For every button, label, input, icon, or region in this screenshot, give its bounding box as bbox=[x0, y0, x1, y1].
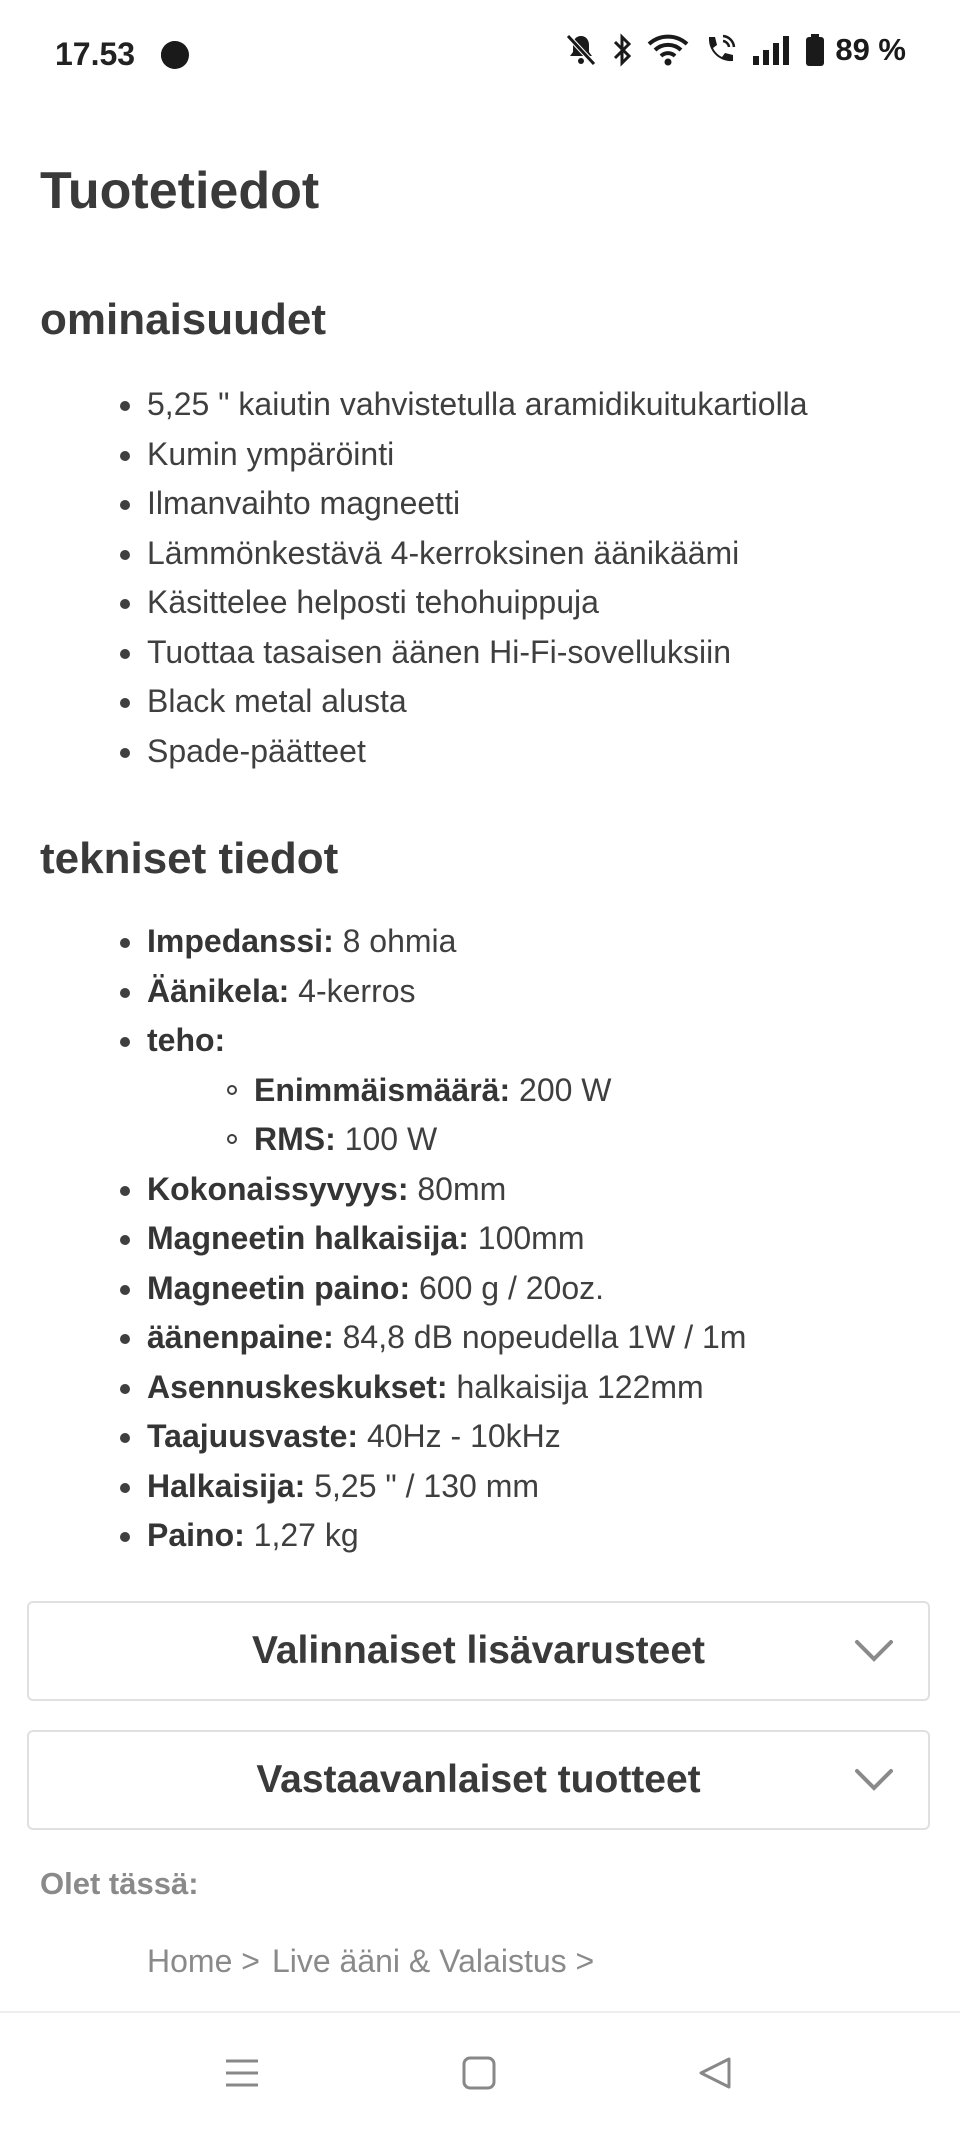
bluetooth-icon bbox=[611, 33, 633, 67]
spec-key: RMS: bbox=[254, 1121, 336, 1157]
status-bar bbox=[0, 0, 960, 110]
spec-key: Magneetin paino: bbox=[147, 1269, 411, 1306]
spec-magnet-weight bbox=[147, 1264, 746, 1314]
power-sublist bbox=[147, 1066, 746, 1165]
list-item: Black metal alusta bbox=[147, 677, 808, 727]
spec-power-rms bbox=[254, 1115, 746, 1165]
spec-key: Kokonaissyvyys: bbox=[147, 1170, 409, 1207]
spec-value: 84,8 dB nopeudella 1W / 1m bbox=[333, 1319, 747, 1355]
spec-key: Asennuskeskukset: bbox=[147, 1368, 448, 1405]
list-item: Ilmanvaihto magneetti bbox=[147, 479, 808, 529]
accordion-label: Vastaavanlaiset tuotteet bbox=[256, 1758, 701, 1801]
list-item: Käsittelee helposti tehohuippuja bbox=[147, 578, 808, 628]
breadcrumb-category-link[interactable]: Live ääni & Valaistus > bbox=[271, 1943, 595, 1979]
spec-value: halkaisija 122mm bbox=[447, 1368, 704, 1405]
spec-value: 1,27 kg bbox=[244, 1517, 359, 1553]
list-item: Kumin ympäröinti bbox=[147, 430, 808, 480]
spec-frequency bbox=[147, 1412, 746, 1462]
spec-value: 600 g / 20oz. bbox=[410, 1269, 605, 1306]
recents-icon[interactable] bbox=[224, 2055, 260, 2091]
system-nav-bar bbox=[0, 2013, 960, 2133]
spec-key: Impedanssi: bbox=[147, 923, 334, 959]
status-time: 17.53 bbox=[55, 36, 136, 72]
spec-key: Taajuusvaste: bbox=[147, 1418, 359, 1454]
similar-products-accordion[interactable] bbox=[27, 1730, 930, 1830]
spec-key: Enimmäismäärä: bbox=[254, 1071, 511, 1108]
spec-value: 80mm bbox=[408, 1170, 507, 1207]
list-item: 5,25 " kaiutin vahvistetulla aramidikuitukartiolla bbox=[147, 380, 808, 430]
spec-key: äänenpaine: bbox=[147, 1319, 334, 1355]
spec-impedance bbox=[147, 917, 746, 967]
spec-key: Halkaisija: bbox=[147, 1467, 306, 1504]
spec-weight bbox=[147, 1511, 746, 1561]
chevron-down-icon bbox=[854, 1768, 894, 1792]
back-icon[interactable] bbox=[697, 2055, 733, 2091]
home-icon[interactable] bbox=[461, 2055, 497, 2091]
product-details bbox=[40, 160, 920, 1553]
spec-power-max bbox=[254, 1066, 746, 1116]
page-title: Tuotetiedot bbox=[40, 162, 320, 220]
specs-title: tekniset tiedot bbox=[40, 834, 339, 883]
spec-magnet-diameter bbox=[147, 1214, 746, 1264]
breadcrumb-home-link[interactable]: Home > bbox=[147, 1943, 260, 1979]
spec-diameter bbox=[147, 1462, 746, 1512]
spec-power bbox=[147, 1016, 746, 1165]
spec-spl bbox=[147, 1313, 746, 1363]
spec-mounting bbox=[147, 1363, 746, 1413]
spec-key: teho: bbox=[147, 1022, 226, 1058]
spec-key: Paino: bbox=[147, 1517, 245, 1553]
features-list bbox=[40, 380, 808, 776]
spec-depth bbox=[147, 1165, 746, 1215]
battery-level: 89 % bbox=[835, 32, 906, 67]
list-item: Tuottaa tasaisen äänen Hi-Fi-sovelluksiin bbox=[147, 628, 808, 678]
spec-value: 100mm bbox=[468, 1220, 585, 1256]
list-item: Spade-päätteet bbox=[147, 727, 808, 777]
spec-value: 100 W bbox=[335, 1121, 438, 1157]
specs-list bbox=[40, 917, 746, 1561]
list-item: Lämmönkestävä 4-kerroksinen äänikäämi bbox=[147, 529, 808, 579]
breadcrumb bbox=[147, 1943, 594, 1980]
wifi-call-icon bbox=[703, 33, 737, 67]
spec-value: 40Hz - 10kHz bbox=[358, 1418, 561, 1454]
status-icons bbox=[565, 32, 906, 68]
spec-voice-coil bbox=[147, 967, 746, 1017]
spec-key: Äänikela: bbox=[147, 972, 290, 1009]
spec-value: 4-kerros bbox=[289, 972, 416, 1009]
accordion-label: Valinnaiset lisävarusteet bbox=[251, 1629, 706, 1672]
spec-value: 8 ohmia bbox=[333, 923, 457, 959]
spec-key: Magneetin halkaisija: bbox=[147, 1220, 469, 1256]
battery-icon bbox=[805, 33, 825, 67]
spec-value: 5,25 " / 130 mm bbox=[305, 1467, 539, 1504]
media-status-icon bbox=[161, 41, 189, 69]
wifi-icon bbox=[647, 34, 689, 66]
breadcrumb-label: Olet tässä: bbox=[40, 1866, 199, 1901]
features-title: ominaisuudet bbox=[40, 295, 327, 344]
mute-icon bbox=[565, 33, 597, 67]
signal-icon bbox=[751, 34, 791, 66]
optional-accessories-accordion[interactable] bbox=[27, 1601, 930, 1701]
spec-value: 200 W bbox=[510, 1071, 612, 1108]
chevron-down-icon bbox=[854, 1639, 894, 1663]
